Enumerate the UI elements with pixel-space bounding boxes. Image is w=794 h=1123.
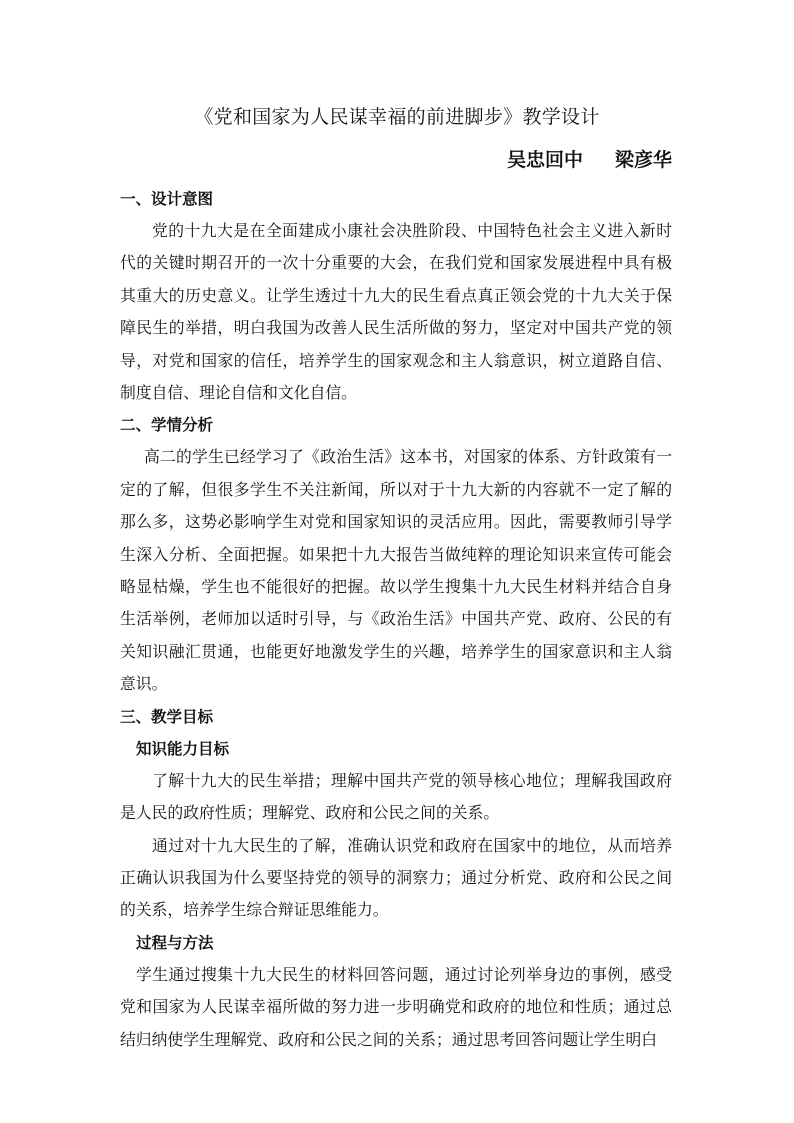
author-line [507, 147, 672, 173]
subheading-knowledge-ability: 知识能力目标 [136, 739, 230, 758]
section-heading-design-intent: 一、设计意图 [120, 190, 214, 208]
document-body [120, 183, 672, 1056]
subheading-process-method: 过程与方法 [136, 933, 214, 952]
section-heading-teaching-goals: 三、教学目标 [120, 707, 214, 726]
paragraph-knowledge-ability-1: 了解十九大的民生举措；理解中国共产党的领导核心地位；理解我国政府是人民的政府性质；理解党、政府和公民之间的关系。 [120, 770, 672, 823]
author-name: 梁彦华 [614, 149, 672, 171]
paragraph-design-intent: 党的十九大是在全面建成小康社会决胜阶段、中国特色社会主义进入新时代的关键时期召开的一次十分重要的大会，在我们党和国家发展进程中具有极其重大的历史意义。让学生透过十九大的民生看点真正领会党的十九大关于保障民生的举措，明白我国为改善人民生活所做的努力，坚定对中国共产党的领导，对党和国家的信任，培养学生的国家观念和主人翁意识，树立道路自信、制度自信、理论自信和文化自信。 [120, 221, 672, 403]
section-heading-student-analysis: 二、学情分析 [120, 416, 214, 435]
document-title: 《党和国家为人民谋幸福的前进脚步》教学设计 [194, 106, 600, 128]
author-school: 吴忠回中 [506, 149, 583, 171]
paragraph-process-method: 学生通过搜集十九大民生的材料回答问题，通过讨论列举身边的事例，感受党和国家为人民谋幸福所做的努力进一步明确党和政府的地位和性质；通过总结归纳使学生理解党、政府和公民之间的关系；通过思考回答问题让学生明白 [120, 964, 672, 1049]
paragraph-student-analysis: 高二的学生已经学习了《政治生活》这本书，对国家的体系、方针政策有一定的了解，但很多学生不关注新闻，所以对于十九大新的内容就不一定了解的那么多，这势必影响学生对党和国家知识的灵活应用。因此，需要教师引导学生深入分析、全面把握。如果把十九大报告当做纯粹的理论知识来宣传可能会略显枯燥，学生也不能很好的把握。故以学生搜集十九大民生材料并结合自身生活举例，老师加以适时引导，与《政治生活》中国共产党、政府、公民的有关知识融汇贯通，也能更好地激发学生的兴趣，培养学生的国家意识和主人翁意识。 [120, 447, 672, 694]
paragraph-knowledge-ability-2: 通过对十九大民生的了解，准确认识党和政府在国家中的地位，从而培养正确认识我国为什么要坚持党的领导的洞察力；通过分析党、政府和公民之间的关系，培养学生综合辩证思维能力。 [120, 835, 672, 920]
